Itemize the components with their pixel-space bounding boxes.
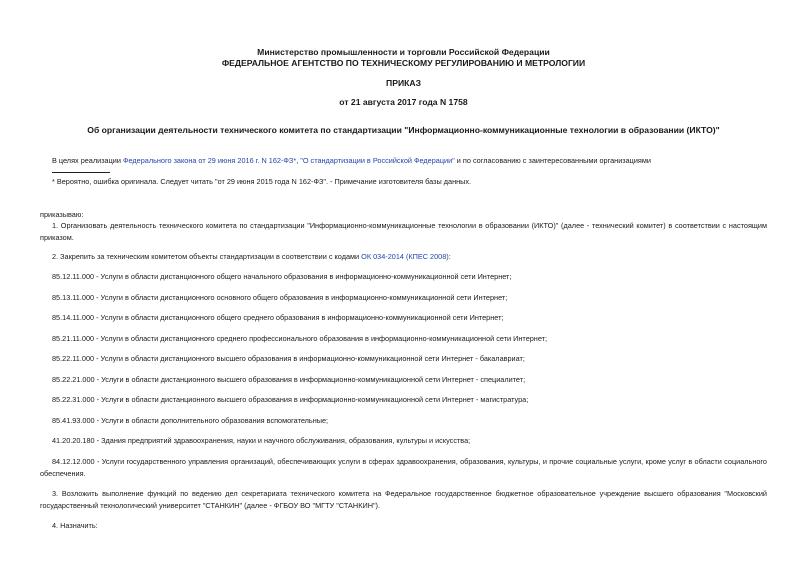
code-item: 84.12.12.000 - Услуги государственного управления организаций, обеспечивающих услуги в сферах здравоохранения, образования, культуры, и прочие социальные услуги, кроме услуг в области социального обеспечения. bbox=[40, 457, 767, 478]
document-date-number: от 21 августа 2017 года N 1758 bbox=[339, 97, 468, 107]
ministry-heading: Министерство промышленности и торговли Российской Федерации bbox=[257, 47, 550, 57]
item-2-prefix: 2. Закрепить за техническим комитетом объекты стандартизации в соответствии с кодами bbox=[52, 252, 362, 261]
item-3: 3. Возложить выполнение функций по ведению дел секретариата технического комитета на Федеральное государственное бюджетное образовательное учреждение высшего образования "Московский государственный технологический университет "СТАНКИН" (далее - ФГБОУ ВО "МГТУ "СТАНКИН"). bbox=[40, 489, 767, 510]
code-item: 85.22.21.000 - Услуги в области дистанционного высшего образования в информационно-коммуникационной сети Интернет - специалитет; bbox=[52, 375, 526, 384]
order-word: приказываю: bbox=[40, 210, 84, 219]
intro-suffix: и по согласованию с заинтересованными организациями bbox=[454, 156, 651, 165]
code-item: 85.13.11.000 - Услуги в области дистанционного основного общего образования в информационно-коммуникационной сети Интернет; bbox=[52, 293, 508, 302]
code-item: 85.22.31.000 - Услуги в области дистанционного высшего образования в информационно-коммуникационной сети Интернет - магистратура; bbox=[52, 395, 529, 404]
federal-law-link[interactable]: Федерального закона от 29 июня 2016 г. N 162-ФЗ* bbox=[122, 156, 297, 165]
item-1: 1. Организовать деятельность технического комитета по стандартизации "Информационно-коммуникационные технологии в образовании (ИКТО)" (далее - технический комитет) в соответствии с настоящим приказом. bbox=[40, 221, 767, 242]
footnote-divider bbox=[52, 172, 110, 173]
item-4: 4. Назначить: bbox=[52, 521, 98, 530]
intro-separator: , bbox=[296, 156, 301, 165]
code-item: 85.21.11.000 - Услуги в области дистанционного среднего профессионального образования в информационно-коммуникационной сети Интернет; bbox=[52, 334, 548, 343]
code-item: 85.14.11.000 - Услуги в области дистанционного общего среднего образования в информационно-коммуникационной сети Интернет; bbox=[52, 313, 504, 322]
code-item: 41.20.20.180 - Здания предприятий здравоохранения, науки и научного обслуживания, образования, культуры и искусства; bbox=[52, 436, 471, 445]
okpd-classifier-link[interactable]: ОК 034-2014 (КПЕС 2008) bbox=[361, 252, 449, 261]
code-item: 85.12.11.000 - Услуги в области дистанционного общего начального образования в информационно-коммуникационной сети Интернет; bbox=[52, 272, 512, 281]
item-2-suffix: : bbox=[448, 252, 451, 261]
footnote: * Вероятно, ошибка оригинала. Следует читать "от 29 июня 2015 года N 162-ФЗ". - Примечание изготовителя базы данных. bbox=[52, 177, 472, 186]
document-type: ПРИКАЗ bbox=[386, 78, 421, 88]
item-2 bbox=[40, 251, 767, 263]
agency-heading: ФЕДЕРАЛЬНОЕ АГЕНТСТВО ПО ТЕХНИЧЕСКОМУ РЕГУЛИРОВАНИЮ И МЕТРОЛОГИИ bbox=[221, 58, 586, 68]
code-item: 85.22.11.000 - Услуги в области дистанционного высшего образования в информационно-коммуникационной сети Интернет - бакалавриат; bbox=[52, 354, 525, 363]
document-title: Об организации деятельности технического комитета по стандартизации "Информационно-коммуникационные технологии в образовании (ИКТО)" bbox=[87, 125, 720, 135]
intro-prefix: В целях реализации bbox=[52, 156, 123, 165]
code-item: 85.41.93.000 - Услуги в области дополнительного образования вспомогательные; bbox=[52, 416, 329, 425]
intro-paragraph bbox=[40, 155, 767, 167]
standardization-law-link[interactable]: "О стандартизации в Российской Федерации" bbox=[300, 156, 455, 165]
